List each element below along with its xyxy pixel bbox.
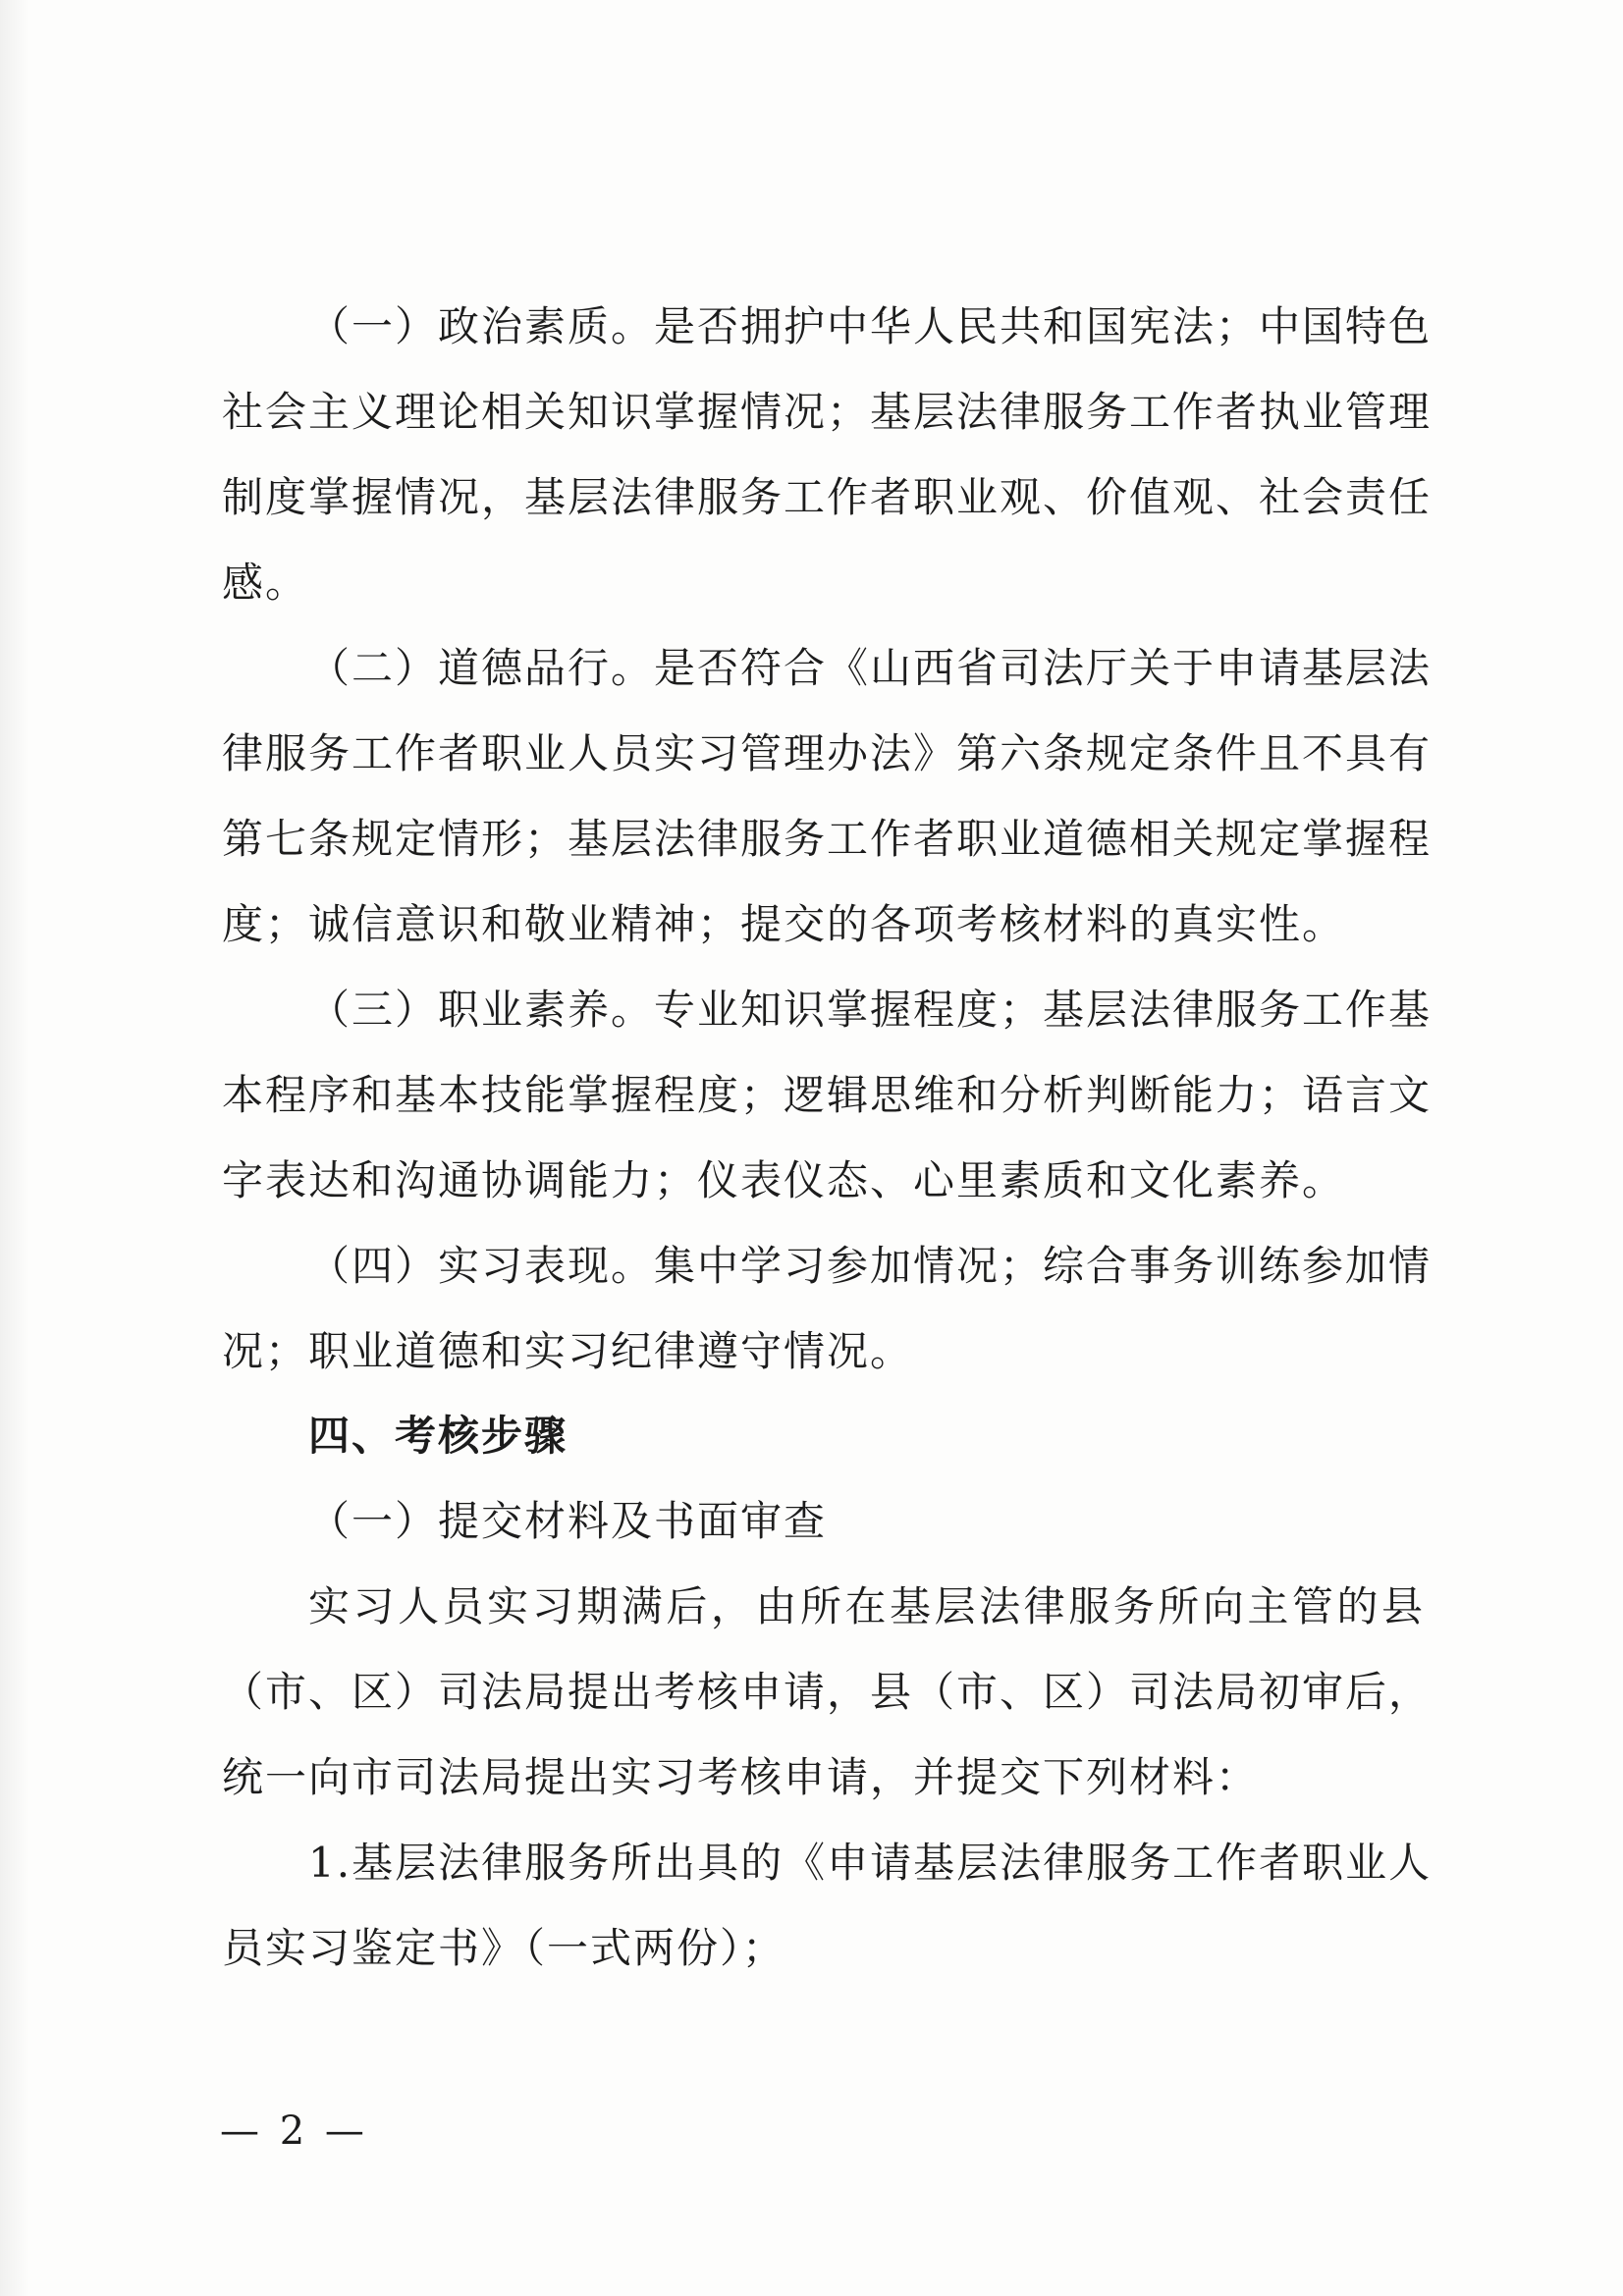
scan-edge-shadow xyxy=(0,0,29,2296)
paragraph-5-line-2: （市、区）司法局提出考核申请，县（市、区）司法局初审后， xyxy=(222,1668,1433,1716)
paragraph-4-line-1: （四）实习表现。集中学习参加情况；综合事务训练参加情 xyxy=(308,1242,1433,1290)
section-heading: 四、考核步骤 xyxy=(308,1412,568,1460)
paragraph-5-line-1: 实习人员实习期满后，由所在基层法律服务所向主管的县 xyxy=(308,1582,1425,1630)
paragraph-2-line-2: 律服务工作者职业人员实习管理办法》第六条规定条件且不具有 xyxy=(222,729,1433,777)
paragraph-1-line-1: （一）政治素质。是否拥护中华人民共和国宪法；中国特色 xyxy=(308,302,1433,350)
paragraph-1-line-2: 社会主义理论相关知识掌握情况；基层法律服务工作者执业管理 xyxy=(222,388,1433,436)
paragraph-4-line-2: 况；职业道德和实习纪律遵守情况。 xyxy=(222,1327,914,1375)
paragraph-3-line-1: （三）职业素养。专业知识掌握程度；基层法律服务工作基 xyxy=(308,986,1433,1034)
paragraph-3-line-2: 本程序和基本技能掌握程度；逻辑思维和分析判断能力；语言文 xyxy=(222,1071,1433,1119)
paragraph-2-line-1: （二）道德品行。是否符合《山西省司法厅关于申请基层法 xyxy=(308,644,1433,692)
paragraph-2-line-4: 度；诚信意识和敬业精神；提交的各项考核材料的真实性。 xyxy=(222,900,1346,948)
paragraph-5-line-3: 统一向市司法局提出实习考核申请，并提交下列材料： xyxy=(222,1753,1260,1801)
list-item-1-line-1: 1.基层法律服务所出具的《申请基层法律服务工作者职业人 xyxy=(308,1839,1433,1887)
paragraph-3-line-3: 字表达和沟通协调能力；仪表仪态、心里素质和文化素养。 xyxy=(222,1156,1346,1204)
page-number: — 2 — xyxy=(220,2109,368,2154)
paragraph-1-line-3: 制度掌握情况，基层法律服务工作者职业观、价值观、社会责任 xyxy=(222,473,1433,521)
list-item-1-line-2: 员实习鉴定书》（一式两份）； xyxy=(222,1924,786,1972)
subsection-heading: （一）提交材料及书面审查 xyxy=(308,1497,828,1545)
paragraph-2-line-3: 第七条规定情形；基层法律服务工作者职业道德相关规定掌握程 xyxy=(222,815,1433,863)
paragraph-1-line-4: 感。 xyxy=(222,559,309,607)
